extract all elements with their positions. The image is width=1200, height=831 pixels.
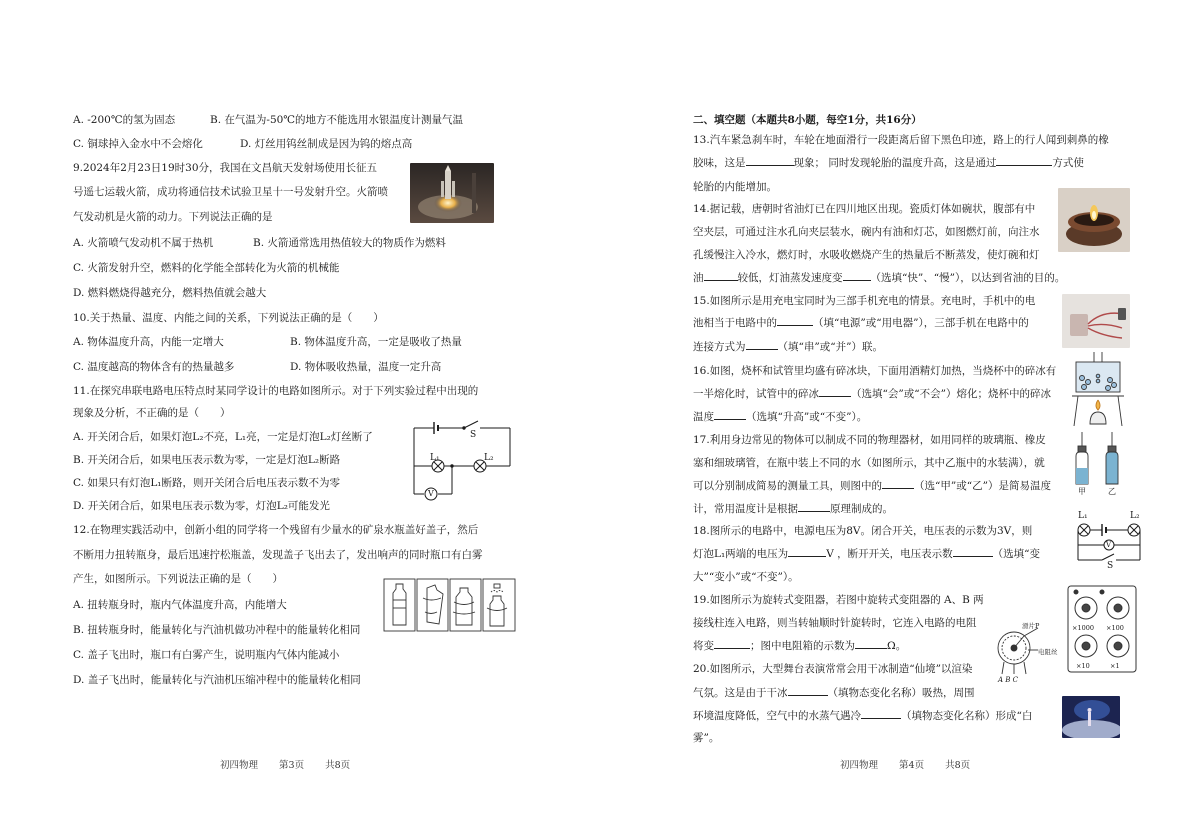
q9-option-d: D. 燃料燃烧得越充分，燃料热值就会越大: [73, 287, 267, 299]
q15-text-b: （填“电源”或“用电器”），三部手机在电路中的: [813, 317, 1029, 329]
q15-line1: 15.如图所示是用充电宝同时为三部手机充电的情景。充电时，手机中的电: [693, 295, 1036, 307]
q9-stem-line3: 气发动机是火箭的动力。下列说法正确的是: [73, 211, 273, 223]
q12-bottle-figures: [383, 578, 516, 632]
section-title-fill-blank: 二、填空题（本题共8小题，每空1分，共16分）: [693, 114, 922, 126]
q17-line2: 塞和细玻璃管，在瓶中装上不同的水（如图所示，其中乙瓶中的水装满），就: [693, 457, 1045, 469]
footer-page3: [220, 757, 368, 771]
q19-text-a: 将变: [693, 640, 714, 652]
q10-option-c: C. 温度越高的物体含有的热量越多: [73, 361, 235, 373]
terminal-labels: A B C: [998, 676, 1019, 684]
q12-stem-line3: 产生，如图所示。下列说法正确的是（ ）: [73, 573, 283, 585]
q19-line1: 19.如图所示为旋转式变阻器，若图中旋转式变阻器的 A、B 两: [693, 594, 984, 606]
q20-text-c: 环境温度降低，空气中的水蒸气遇冷: [693, 710, 861, 722]
q12-option-a: A. 扭转瓶身时，瓶内气体温度升高，内能增大: [73, 599, 287, 611]
q20-line4: 雾”。: [693, 732, 720, 744]
q11-option-c: C. 如果只有灯泡L₁断路，则开关闭合后电压表示数不为零: [73, 477, 341, 489]
q8-option-d: D. 灯丝用钨丝制成是因为钨的熔点高: [240, 138, 413, 150]
q11-lamp1-label: L₁: [430, 453, 440, 463]
q10-option-b: B. 物体温度升高，一定是吸收了热量: [290, 336, 462, 348]
q17-text-c: 计，常用温度计是根据: [693, 503, 798, 515]
q11-switch-label: S: [470, 430, 477, 440]
q18-line1: 18.图所示的电路中，电源电压为8V。闭合开关，电压表的示数为3V，则: [693, 525, 1033, 537]
q11-option-d: D. 开关闭合后，如果电压表示数为零，灯泡L₂可能发光: [73, 500, 330, 512]
q15-blank-2[interactable]: [746, 339, 778, 350]
q15-text-d: （填“串”或“并”）联。: [777, 341, 883, 353]
q18-circuit-diagram: [1074, 508, 1144, 571]
q14-text-b: 较低，灯油蒸发速度变: [737, 272, 843, 284]
q18-lamp2-label: L₂: [1130, 511, 1140, 521]
q10-stem: 10.关于热量、温度、内能之间的关系，下列说法正确的是（ ）: [73, 312, 384, 324]
q19-text-c: Ω。: [887, 640, 907, 652]
q10-option-d: D. 物体吸收热量，温度一定升高: [290, 361, 442, 373]
footer-total: 共8页: [325, 760, 351, 771]
q11-lamp2-label: L₂: [484, 453, 494, 463]
q11-circuit-diagram: [404, 418, 520, 504]
q20-text-d: （填物态变化名称）形成“白: [901, 710, 1033, 722]
footer-total: 共8页: [945, 760, 971, 771]
q12-stem-line2: 不断用力扭转瓶身，最后迅速拧松瓶盖，发现盖子飞出去了，发出响声的同时瓶口有白雾: [73, 549, 483, 561]
beaker-ice-figure: [1070, 352, 1126, 426]
q18-lamp1-label: L₁: [1078, 511, 1088, 521]
q8-option-b: B. 在气温为-50℃的地方不能选用水银温度计测量气温: [210, 114, 464, 126]
q14-line4: [693, 270, 1065, 286]
q18-voltmeter-label: V: [1106, 541, 1112, 549]
q13-line2: [693, 155, 1084, 171]
q15-text-c: 连接方式为: [693, 341, 746, 353]
q11-voltmeter-label: V: [428, 489, 434, 498]
q16-text-c: 温度: [693, 411, 714, 423]
q12-option-d: D. 盖子飞出时，能量转化与汽油机压缩冲程中的能量转化相同: [73, 674, 361, 686]
dial-x100-label: ×100: [1106, 624, 1124, 632]
q20-text-a: 气氛。这是由于干冰: [693, 687, 788, 699]
q13-blank-2[interactable]: [996, 155, 1052, 166]
q15-blank-1[interactable]: [777, 315, 813, 326]
q14-line3: 孔缓慢注入冷水，燃灯时，水吸收燃烧产生的热量后不断蒸发，使灯碗和灯: [693, 249, 1040, 261]
q17-line4: [693, 501, 893, 517]
q13-blank-1[interactable]: [746, 155, 794, 166]
q14-line2: 空夹层，可通过注水孔向夹层装水，碗内有油和灯芯，如图燃灯前，向注水: [693, 226, 1040, 238]
q17-text-a: 可以分别制成简易的测量工具，则图中的: [693, 480, 882, 492]
q18-blank-2[interactable]: [953, 546, 993, 557]
q11-option-b: B. 开关闭合后，如果电压表示数为零，一定是灯泡L₂断路: [73, 454, 341, 466]
q13-text-c: 方式使: [1052, 157, 1084, 169]
q20-text-b: （填物态变化名称）吸热，周围: [827, 687, 975, 699]
q19-text-b: ；图中电阻箱的示数为: [750, 640, 855, 652]
bottle-jia-label: 甲: [1078, 487, 1086, 496]
rotary-rheostat-figure: [992, 622, 1058, 682]
q13-line3: 轮胎的内能增加。: [693, 181, 777, 193]
q14-blank-1[interactable]: [704, 270, 738, 281]
q16-line2: [693, 386, 1051, 402]
q10-option-a: A. 物体温度升高，内能一定增大: [73, 336, 224, 348]
q11-stem-line2: 现象及分析，不正确的是（ ）: [73, 407, 231, 419]
q11-stem-line1: 11.在探究串联电路电压特点时某同学设计的电路如图所示。对于下列实验过程中出现的: [73, 385, 479, 397]
q8-option-a: A. -200℃的氢为固态: [73, 114, 176, 126]
q17-text-b: （选“甲”或“乙”）是简易温度: [914, 480, 1051, 492]
q15-line3: [693, 339, 883, 355]
q15-text-a: 池相当于电路中的: [693, 317, 777, 329]
q8-option-c: C. 铜球掉入金水中不会熔化: [73, 138, 203, 150]
jia-yi-bottles-figure: [1066, 432, 1130, 498]
q20-line2: [693, 685, 975, 701]
footer-subject: 初四物理: [220, 760, 259, 771]
q20-line3: [693, 708, 1032, 724]
q16-line3: [693, 409, 867, 425]
q13-line1: 13.汽车紧急刹车时，车轮在地面滑行一段距离后留下黑色印迹，路上的行人闻到刺鼻的橡: [693, 134, 1109, 146]
q16-text-b: （选填“会”或“不会”）熔化；烧杯中的碎冰: [851, 388, 1051, 400]
bottle-yi-label: 乙: [1108, 487, 1116, 496]
oil-lamp-image: [1058, 188, 1130, 252]
q20-line1: 20.如图所示，大型舞台表演常常会用干冰制造“仙境”以渲染: [693, 663, 973, 675]
dial-x1-label: ×1: [1110, 662, 1120, 670]
q9-option-c: C. 火箭发射升空，燃料的化学能全部转化为火箭的机械能: [73, 262, 340, 274]
q16-text-d: （选填“升高”或“不变”）。: [746, 411, 868, 423]
q16-line1: 16.如图，烧杯和试管里均盛有碎冰块，下面用酒精灯加热，当烧杯中的碎冰有: [693, 365, 1057, 377]
q12-option-c: C. 盖子飞出时，瓶口有白雾产生，说明瓶内气体内能减小: [73, 649, 340, 661]
footer-page4: [840, 757, 988, 771]
q11-option-a: A. 开关闭合后，如果灯泡L₂不亮，L₁亮，一定是灯泡L₂灯丝断了: [73, 431, 373, 443]
q18-text-a: 灯泡L₁两端的电压为: [693, 548, 789, 560]
q9-stem-line1: 9.2024年2月23日19时30分，我国在文昌航天发射场使用长征五: [73, 162, 378, 174]
q18-switch-label: S: [1107, 561, 1114, 571]
q13-text-a: 胶味，这是: [693, 157, 746, 169]
q17-text-d: 原理制成的。: [830, 503, 893, 515]
q17-blank-2[interactable]: [798, 501, 830, 512]
q12-option-b: B. 扭转瓶身时，能量转化与汽油机做功冲程中的能量转化相同: [73, 624, 361, 636]
q18-line2: [693, 546, 1040, 562]
footer-page: 第3页: [279, 760, 305, 771]
resistance-wire-label: 电阻丝: [1038, 648, 1058, 656]
resistance-box-figure: [1066, 584, 1138, 674]
q16-text-a: 一半熔化时，试管中的碎冰: [693, 388, 819, 400]
q16-blank-2[interactable]: [714, 409, 746, 420]
q19-line3: [693, 638, 906, 654]
q9-stem-line2: 号遥七运载火箭，成功将通信技术试验卫星十一号发射升空。火箭喷: [73, 186, 388, 198]
q19-blank-1[interactable]: [714, 638, 750, 649]
q17-blank-1[interactable]: [882, 478, 914, 489]
q14-line1: 14.据记载，唐朝时省油灯已在四川地区出现。瓷质灯体如碗状，腹部有中: [693, 203, 1036, 215]
page-4: [600, 0, 1200, 831]
q16-blank-1[interactable]: [819, 386, 851, 397]
rocket-launch-image: [410, 163, 494, 223]
footer-page: 第4页: [899, 760, 925, 771]
q14-blank-2[interactable]: [843, 270, 871, 281]
q19-line2: 接线柱连入电路，则当转轴顺时针旋转时，它连入电路的电阻: [693, 617, 977, 629]
q18-text-b: V ，断开开关，电压表示数: [826, 548, 953, 560]
q9-option-a: A. 火箭喷气发动机不属于热机: [73, 237, 214, 249]
footer-subject: 初四物理: [840, 760, 879, 771]
stage-fog-image: [1062, 696, 1120, 738]
q19-blank-2[interactable]: [855, 638, 887, 649]
q20-blank-1[interactable]: [788, 685, 828, 696]
dial-x1000-label: ×1000: [1072, 624, 1094, 632]
q9-option-b: B. 火箭通常选用热值较大的物质作为燃料: [253, 237, 446, 249]
slider-label: 滑片P: [1022, 622, 1040, 630]
q17-line3: [693, 478, 1051, 494]
power-bank-image: [1062, 294, 1130, 348]
q12-stem-line1: 12.在物理实践活动中，创新小组的同学将一个残留有少量水的矿泉水瓶盖好盖子，然后: [73, 524, 479, 536]
q13-text-b: 现象； 同时发现轮胎的温度升高，这是通过: [793, 157, 997, 169]
q18-blank-1[interactable]: [788, 546, 826, 557]
dial-x10-label: ×10: [1076, 662, 1090, 670]
q14-text-c: （选填“快”、“慢”），以达到省油的目的。: [870, 272, 1066, 284]
q18-text-c: （选填“变: [992, 548, 1040, 560]
q20-blank-2[interactable]: [861, 708, 901, 719]
q15-line2: [693, 315, 1029, 331]
q14-text-a: 油: [693, 272, 704, 284]
q18-line3: 大”“变小”或“不变”）。: [693, 571, 799, 583]
q17-line1: 17.利用身边常见的物体可以制成不同的物理器材，如用同样的玻璃瓶、橡皮: [693, 434, 1046, 446]
